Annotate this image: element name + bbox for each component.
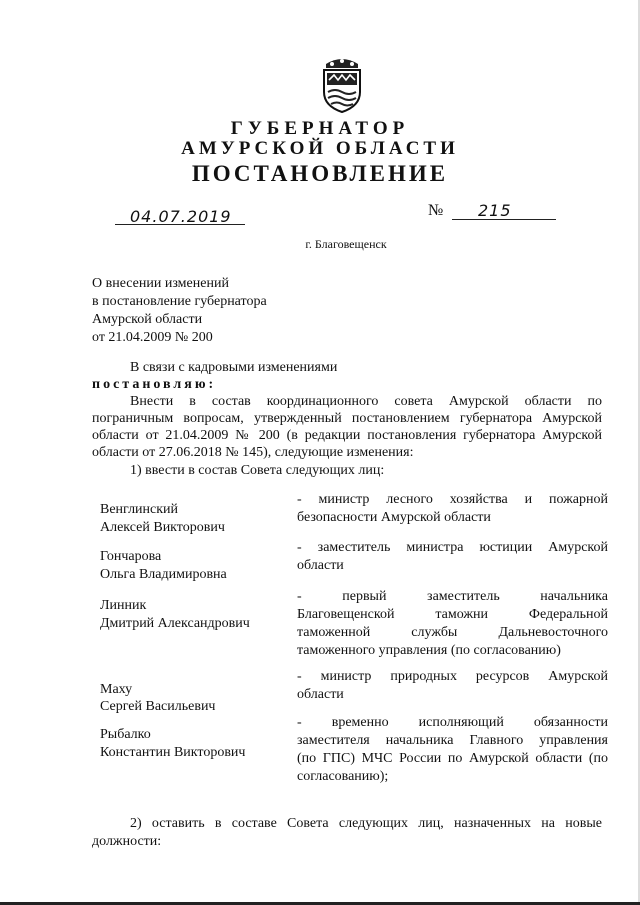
member-surname: Венглинский: [100, 502, 179, 517]
subject-line: О внесении изменений: [92, 276, 229, 291]
member-name: Алексей Викторович: [100, 520, 225, 535]
item-1: 1) ввести в состав Совета следующих лиц:: [130, 463, 385, 478]
position-line: безопасности Амурской области: [297, 510, 491, 525]
intro-text: В связи с кадровыми изменениями: [130, 360, 338, 375]
member-position: [297, 588, 608, 660]
position-line: таможенной службы Дальневосточного: [297, 625, 608, 640]
document-number: 215: [478, 201, 512, 220]
paragraph-line: Внести в состав координационного совета Амурской области по: [130, 394, 602, 409]
member-surname: Гончарова: [100, 549, 162, 564]
resolve-word: постановляю:: [92, 377, 217, 392]
position-line: области: [297, 558, 344, 573]
document-date: 04.07.2019: [130, 207, 232, 226]
date-underline: [115, 224, 245, 225]
member-position: [297, 491, 608, 527]
position-line: - первый заместитель начальника: [297, 589, 608, 604]
member-position: [297, 714, 608, 786]
member-surname: Линник: [100, 598, 147, 613]
member-name: Сергей Васильевич: [100, 699, 216, 714]
subject-line: в постановление губернатора: [92, 294, 267, 309]
coat-of-arms-icon: [320, 58, 364, 114]
position-line: - министр лесного хозяйства и пожарной: [297, 492, 608, 507]
member-name: Дмитрий Александрович: [100, 616, 250, 631]
member-name: Константин Викторович: [100, 745, 246, 760]
position-line: Благовещенской таможни Федеральной: [297, 607, 608, 622]
number-sign: №: [428, 202, 444, 219]
document-subject: [92, 275, 267, 347]
item-2: 2) оставить в составе Совета следующих лиц, назначенных на новые: [130, 816, 602, 831]
position-line: - заместитель министра юстиции Амурской: [297, 540, 608, 555]
authority-region: АМУРСКОЙ ОБЛАСТИ: [181, 138, 459, 159]
position-line: - министр природных ресурсов Амурской: [297, 669, 608, 684]
position-line: - временно исполняющий обязанности: [297, 715, 608, 730]
position-line: таможенного управления (по согласованию): [297, 643, 561, 658]
member-position: [297, 668, 608, 704]
paragraph-line: области от 21.04.2009 № 200 (в редакции постановления губернатора Амурской: [92, 428, 602, 443]
member-surname: Маху: [100, 682, 133, 697]
position-line: области: [297, 687, 344, 702]
item-2-continuation: должности:: [92, 834, 162, 849]
document-type: ПОСТАНОВЛЕНИЕ: [191, 161, 449, 186]
city: г. Благовещенск: [305, 237, 387, 251]
position-line: (по ГПС) МЧС России по Амурской области (по: [297, 751, 608, 766]
number-underline: [452, 219, 556, 220]
position-line: согласованию);: [297, 769, 389, 784]
position-line: заместителя начальника Главного управления: [297, 733, 608, 748]
authority-title: ГУБЕРНАТОР: [230, 118, 410, 139]
subject-line: от 21.04.2009 № 200: [92, 330, 213, 345]
paragraph-line: пограничным вопросам, утвержденный постановлением губернатора Амурской: [92, 411, 602, 426]
paragraph-line: области от 27.06.2018 № 145), следующие изменения:: [92, 445, 414, 460]
member-position: [297, 539, 608, 575]
subject-line: Амурской области: [92, 312, 203, 327]
member-name: Ольга Владимировна: [100, 567, 227, 582]
member-surname: Рыбалко: [100, 727, 151, 742]
